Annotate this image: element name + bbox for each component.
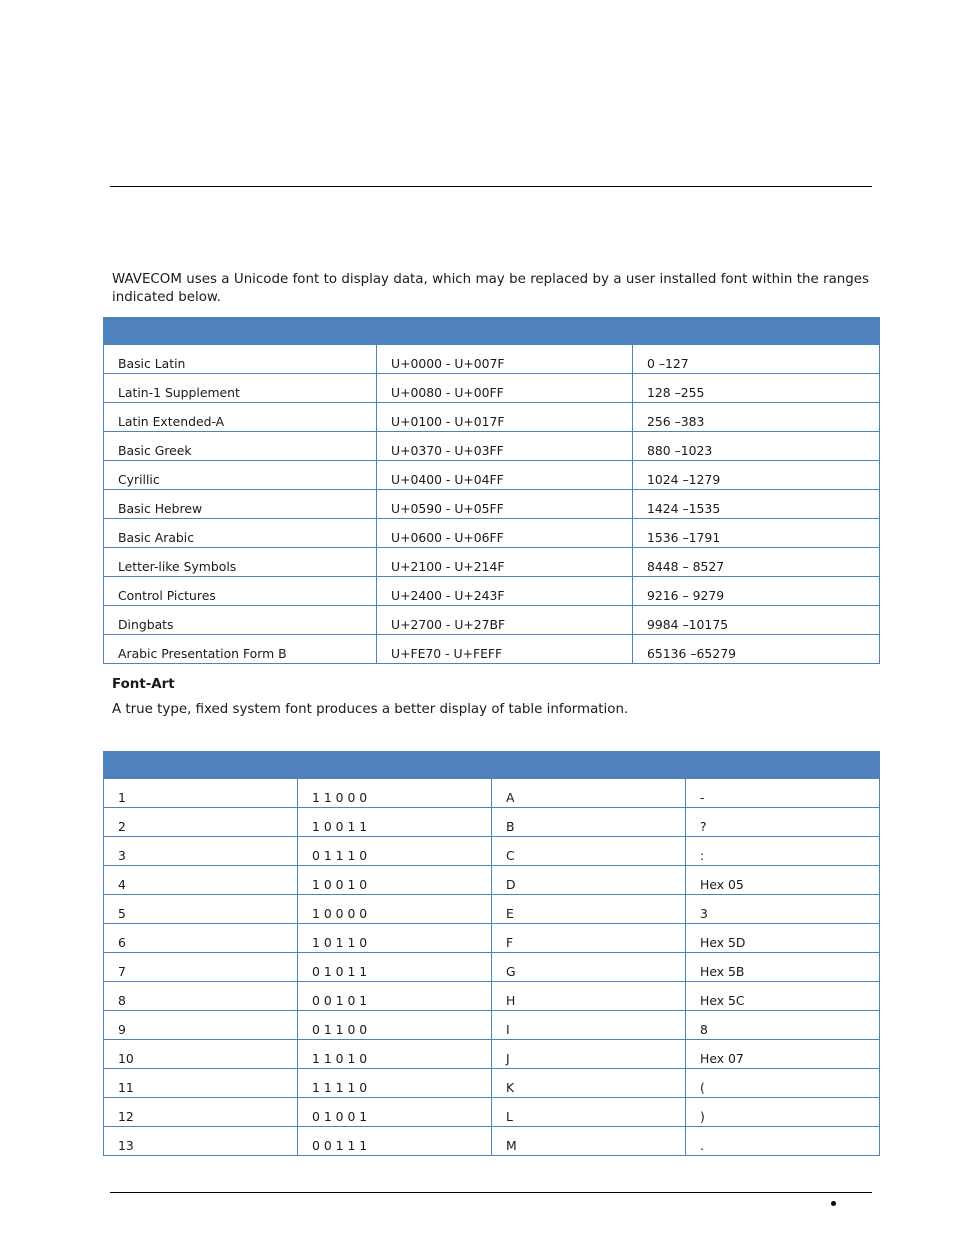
table-row — [104, 866, 880, 895]
table-cell: 65136 –65279 — [633, 635, 880, 664]
table-cell: Control Pictures — [104, 577, 377, 606]
table-cell: D — [492, 866, 686, 895]
table-cell: 128 –255 — [633, 374, 880, 403]
table-cell: - — [686, 779, 880, 808]
table-cell: 1 0 0 1 1 — [298, 808, 492, 837]
table-cell: 8 — [104, 982, 298, 1011]
table-cell: Hex 5B — [686, 953, 880, 982]
table-cell: 5 — [104, 895, 298, 924]
table-row — [104, 895, 880, 924]
table-cell: 880 –1023 — [633, 432, 880, 461]
table-cell: U+2100 - U+214F — [377, 548, 633, 577]
table-cell: Latin Extended-A — [104, 403, 377, 432]
table-cell: . — [686, 1127, 880, 1156]
table-cell: 0 0 1 0 1 — [298, 982, 492, 1011]
table-row — [104, 403, 880, 432]
table-cell: A — [492, 779, 686, 808]
table-cell: ) — [686, 1098, 880, 1127]
table-cell: U+0400 - U+04FF — [377, 461, 633, 490]
table-row — [104, 432, 880, 461]
table-cell: M — [492, 1127, 686, 1156]
table-cell: Latin-1 Supplement — [104, 374, 377, 403]
table-cell: Letter-like Symbols — [104, 548, 377, 577]
table-cell: G — [492, 953, 686, 982]
table-cell: I — [492, 1011, 686, 1040]
table-row — [104, 345, 880, 374]
table-cell: 13 — [104, 1127, 298, 1156]
table-row — [104, 635, 880, 664]
table-cell: Basic Hebrew — [104, 490, 377, 519]
table-cell: U+0000 - U+007F — [377, 345, 633, 374]
font-art-note: A true type, fixed system font produces a better display of table information. — [112, 702, 629, 717]
table-cell: 8 — [686, 1011, 880, 1040]
table-cell: 9 — [104, 1011, 298, 1040]
table-cell: 1424 –1535 — [633, 490, 880, 519]
table-cell: ? — [686, 808, 880, 837]
table-cell: 8448 – 8527 — [633, 548, 880, 577]
table-cell: 1 1 0 0 0 — [298, 779, 492, 808]
table-cell: B — [492, 808, 686, 837]
table-cell: U+0590 - U+05FF — [377, 490, 633, 519]
table-cell: Basic Arabic — [104, 519, 377, 548]
table-cell: Cyrillic — [104, 461, 377, 490]
table-row — [104, 374, 880, 403]
table-cell: ( — [686, 1069, 880, 1098]
table-cell: 9984 –10175 — [633, 606, 880, 635]
table-row — [104, 461, 880, 490]
table-cell: 11 — [104, 1069, 298, 1098]
table-cell: 256 –383 — [633, 403, 880, 432]
table-cell: L — [492, 1098, 686, 1127]
table-row — [104, 953, 880, 982]
table-cell: Basic Greek — [104, 432, 377, 461]
table-cell: U+0370 - U+03FF — [377, 432, 633, 461]
table-cell: 2 — [104, 808, 298, 837]
baudot-code-table — [103, 751, 880, 1156]
table-cell: 1 0 0 0 0 — [298, 895, 492, 924]
footer-bullet — [831, 1201, 836, 1206]
table-cell: E — [492, 895, 686, 924]
table-row — [104, 1069, 880, 1098]
table-cell: 1 — [104, 779, 298, 808]
table-row — [104, 779, 880, 808]
table-cell: 1 1 0 1 0 — [298, 1040, 492, 1069]
table-header-row — [104, 318, 880, 345]
table-row — [104, 808, 880, 837]
table-row — [104, 577, 880, 606]
table-cell: 0 1 1 0 0 — [298, 1011, 492, 1040]
table-cell: 1 0 0 1 0 — [298, 866, 492, 895]
table-cell: Hex 5D — [686, 924, 880, 953]
table-cell: 1536 –1791 — [633, 519, 880, 548]
footer-rule — [110, 1192, 872, 1193]
table-cell: : — [686, 837, 880, 866]
table-cell: F — [492, 924, 686, 953]
table-row — [104, 1011, 880, 1040]
unicode-ranges-table — [103, 317, 880, 664]
table-header-row — [104, 752, 880, 779]
table-cell: Basic Latin — [104, 345, 377, 374]
table-cell: U+0600 - U+06FF — [377, 519, 633, 548]
table-cell: 1 0 1 1 0 — [298, 924, 492, 953]
table-cell: U+2400 - U+243F — [377, 577, 633, 606]
table-cell: 10 — [104, 1040, 298, 1069]
table-row — [104, 1040, 880, 1069]
table-cell: K — [492, 1069, 686, 1098]
table-cell: Arabic Presentation Form B — [104, 635, 377, 664]
table-cell: 1 1 1 1 0 — [298, 1069, 492, 1098]
table-cell: 0 1 0 0 1 — [298, 1098, 492, 1127]
table-cell: 0 1 1 1 0 — [298, 837, 492, 866]
table-cell: Hex 5C — [686, 982, 880, 1011]
table-cell: 0 1 0 1 1 — [298, 953, 492, 982]
table-row — [104, 1127, 880, 1156]
table-cell: Dingbats — [104, 606, 377, 635]
table-cell: 9216 – 9279 — [633, 577, 880, 606]
table-row — [104, 490, 880, 519]
table-cell: 1024 –1279 — [633, 461, 880, 490]
table-row — [104, 548, 880, 577]
table-cell: 6 — [104, 924, 298, 953]
table-cell: 4 — [104, 866, 298, 895]
table-cell: 3 — [104, 837, 298, 866]
table-cell: 0 –127 — [633, 345, 880, 374]
table-cell: Hex 07 — [686, 1040, 880, 1069]
table-row — [104, 982, 880, 1011]
table-cell: C — [492, 837, 686, 866]
table-cell: 7 — [104, 953, 298, 982]
table-cell: U+0100 - U+017F — [377, 403, 633, 432]
table-row — [104, 924, 880, 953]
table-cell: 12 — [104, 1098, 298, 1127]
table-cell: 3 — [686, 895, 880, 924]
table-row — [104, 837, 880, 866]
table-row — [104, 606, 880, 635]
table-cell: J — [492, 1040, 686, 1069]
table-cell: H — [492, 982, 686, 1011]
intro-paragraph: WAVECOM uses a Unicode font to display data, which may be replaced by a user installed font within the ranges indicated below. — [112, 272, 869, 305]
table-cell: U+2700 - U+27BF — [377, 606, 633, 635]
table-row — [104, 1098, 880, 1127]
font-art-heading: Font-Art — [112, 677, 175, 692]
table-cell: Hex 05 — [686, 866, 880, 895]
table-cell: U+0080 - U+00FF — [377, 374, 633, 403]
table-cell: 0 0 1 1 1 — [298, 1127, 492, 1156]
table-row — [104, 519, 880, 548]
header-rule — [110, 186, 872, 187]
table-cell: U+FE70 - U+FEFF — [377, 635, 633, 664]
